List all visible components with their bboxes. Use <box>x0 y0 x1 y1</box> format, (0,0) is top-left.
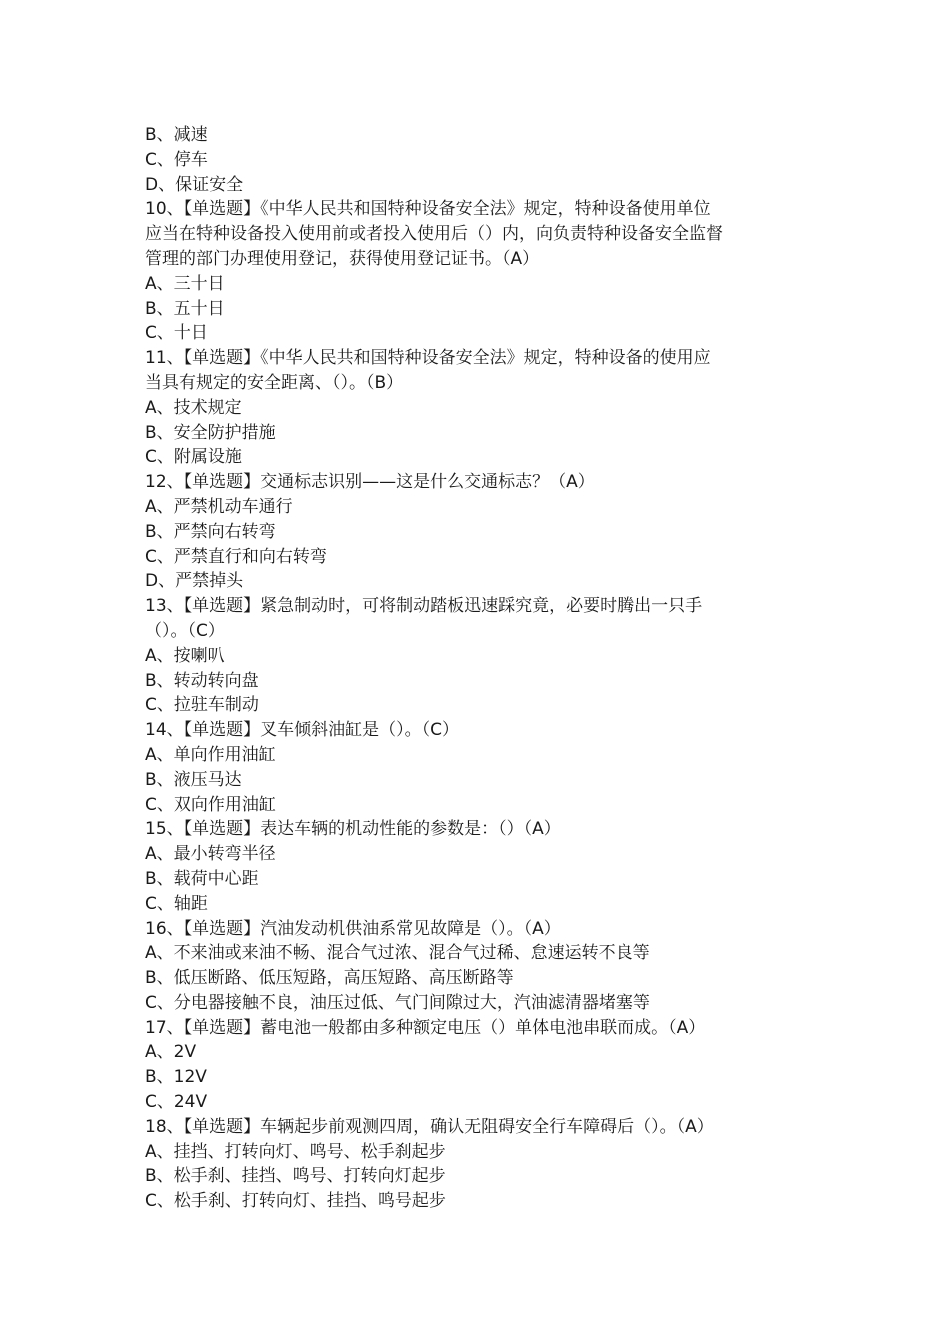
text-line: A、单向作用油缸 <box>145 744 276 765</box>
answer-option <box>145 1090 810 1115</box>
text-line: 10、【单选题】《中华人民共和国特种设备安全法》规定，特种设备使用单位 <box>145 199 711 220</box>
text-line: A、按喇叭 <box>145 645 225 666</box>
answer-option <box>145 966 810 991</box>
answer-option <box>145 173 810 198</box>
text-line: A、三十日 <box>145 273 225 294</box>
text-line: 15、【单选题】表达车辆的机动性能的参数是：（）（A） <box>145 819 561 840</box>
answer-option <box>145 148 810 173</box>
answer-option <box>145 867 810 892</box>
text-line: C、轴距 <box>145 893 208 914</box>
answer-option <box>145 520 810 545</box>
text-line: 13、【单选题】紧急制动时，可将制动踏板迅速踩究竟，必要时腾出一只手 <box>145 596 703 617</box>
text-line: C、十日 <box>145 323 208 344</box>
text-line: A、技术规定 <box>145 397 242 418</box>
question-text <box>145 197 810 271</box>
question-text <box>145 817 810 842</box>
text-line: A、挂挡、打转向灯、鸣号、松手刹起步 <box>145 1141 446 1162</box>
question-text <box>145 470 810 495</box>
question-text <box>145 594 810 644</box>
text-line: B、12V <box>145 1067 207 1088</box>
answer-option <box>145 1140 810 1165</box>
text-line: B、减速 <box>145 125 208 145</box>
text-line: 应当在特种设备投入使用前或者投入使用后（）内，向负责特种设备安全监督 <box>145 224 723 245</box>
text-line: D、严禁掉头 <box>145 571 244 592</box>
answer-option <box>145 941 810 966</box>
answer-option <box>145 1164 810 1189</box>
text-line: B、安全防护措施 <box>145 422 276 443</box>
text-line: C、松手刹、打转向灯、挂挡、鸣号起步 <box>145 1191 446 1212</box>
answer-option <box>145 545 810 570</box>
answer-option <box>145 569 810 594</box>
text-line: A、2V <box>145 1042 197 1063</box>
text-line: C、双向作用油缸 <box>145 794 276 815</box>
text-line: （）。（C） <box>145 620 225 641</box>
text-line: C、附属设施 <box>145 447 242 468</box>
answer-option <box>145 644 810 669</box>
text-line: B、严禁向右转弯 <box>145 521 276 542</box>
text-line: C、分电器接触不良，油压过低、气门间隙过大，汽油滤清器堵塞等 <box>145 992 650 1013</box>
text-line: C、停车 <box>145 149 208 170</box>
question-text <box>145 718 810 743</box>
answer-option <box>145 693 810 718</box>
text-line: C、24V <box>145 1092 208 1113</box>
text-line: 18、【单选题】车辆起步前观测四周，确认无阻碍安全行车障碍后（）。（A） <box>145 1116 714 1137</box>
text-line: B、转动转向盘 <box>145 670 259 691</box>
answer-option <box>145 445 810 470</box>
answer-option <box>145 1189 810 1214</box>
text-line: D、保证安全 <box>145 174 244 195</box>
text-line: A、最小转弯半径 <box>145 844 276 865</box>
text-line: C、严禁直行和向右转弯 <box>145 546 327 567</box>
answer-option <box>145 495 810 520</box>
text-line: 管理的部门办理使用登记，获得使用登记证书。（A） <box>145 248 540 269</box>
answer-option <box>145 991 810 1016</box>
answer-option <box>145 421 810 446</box>
answer-option <box>145 321 810 346</box>
answer-option <box>145 768 810 793</box>
text-line: 17、【单选题】蓄电池一般都由多种额定电压（）单体电池串联而成。（A） <box>145 1017 706 1038</box>
text-line: B、载荷中心距 <box>145 868 259 889</box>
answer-option <box>145 793 810 818</box>
answer-option <box>145 123 810 148</box>
text-line: B、五十日 <box>145 298 225 319</box>
text-line: 14、【单选题】叉车倾斜油缸是（）。（C） <box>145 720 460 741</box>
text-line: B、液压马达 <box>145 769 242 790</box>
answer-option <box>145 1040 810 1065</box>
question-text <box>145 1115 810 1140</box>
answer-option <box>145 743 810 768</box>
answer-option <box>145 892 810 917</box>
text-line: 11、【单选题】《中华人民共和国特种设备安全法》规定，特种设备的使用应 <box>145 348 711 369</box>
text-line: C、拉驻车制动 <box>145 695 259 716</box>
text-line: A、严禁机动车通行 <box>145 496 293 517</box>
text-line: A、不来油或来油不畅、混合气过浓、混合气过稀、怠速运转不良等 <box>145 943 650 964</box>
text-line: 当具有规定的安全距离、（）。（B） <box>145 372 404 393</box>
document-body <box>145 123 810 1214</box>
text-line: B、松手刹、挂挡、鸣号、打转向灯起步 <box>145 1166 446 1187</box>
answer-option <box>145 669 810 694</box>
question-text <box>145 1016 810 1041</box>
answer-option <box>145 272 810 297</box>
answer-option <box>145 297 810 322</box>
text-line: 12、【单选题】交通标志识别——这是什么交通标志？（A） <box>145 472 595 493</box>
question-text <box>145 917 810 942</box>
text-line: 16、【单选题】汽油发动机供油系常见故障是（）。（A） <box>145 918 561 939</box>
answer-option <box>145 842 810 867</box>
question-text <box>145 346 810 396</box>
answer-option <box>145 1065 810 1090</box>
answer-option <box>145 396 810 421</box>
text-line: B、低压断路、低压短路，高压短路、高压断路等 <box>145 968 514 989</box>
